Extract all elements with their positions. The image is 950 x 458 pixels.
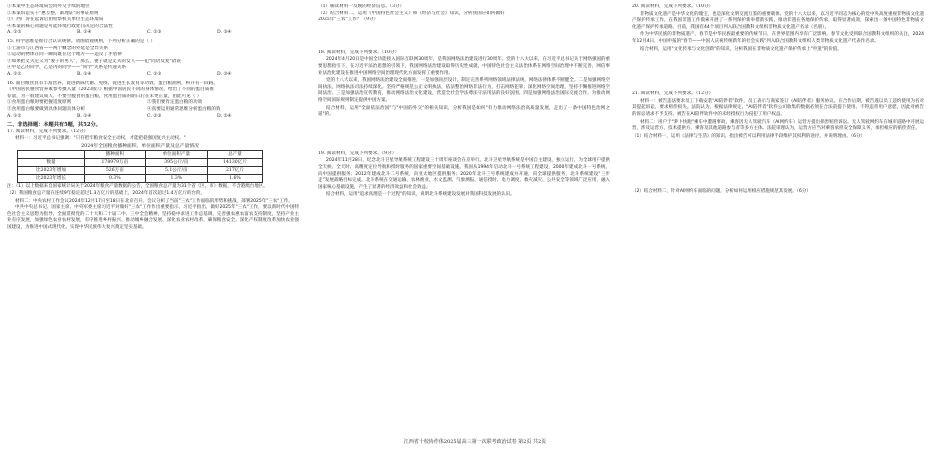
q18-stem: 18. 阅读材料，完成下列要求。（10分） [318,49,400,55]
answer-option: C. ②③ [147,71,162,77]
material-paragraph: 2024年4月20日是中国全功能接入国际互联网30周年，是我国网络法治建设进行30周年。党的十八大以来，在习近平总书记关于网络强国的重要思想指引下，在习近平法治思想的引领下，我国网络法治建设取得历史性成就，中国特色社会主义法治体系在网络空间治理中不断完善，网信事业法治化建设在推进中国网络空间治理现代化方面发挥了重要作用。 [318,57,610,76]
table-row [18,167,263,175]
table-cell: 0.3% [85,175,146,183]
material-paragraph: 材料二：中央农村工作会议2024年12月17日至18日在北京召开。会议分析了当前"三农"工作面临的形势和挑战，部署2025年"三农"工作。 [15,198,293,204]
question-line: 2025年"三农"工作？（9分） [318,17,379,23]
q15-items [7,46,299,72]
table-caption: 2024年全国粮食播种面积、单位面积产量及总产量情况 [81,143,199,149]
table-cell: 比2023年增加 [18,167,85,175]
table-cell: 数量 [18,159,85,167]
material-paragraph: 结合材料，运用"文化传承与文化创新"的知识，分析我国在非物质文化遗产保护传承上"申遗"的价值。 [640,46,842,52]
table-header-cell [18,151,85,159]
stem-line: 16. 面白粮食具有丰富营养，促进新陈代谢、免疫、促进生长发育等功效。蛋白粮油利，积开有一段路。 [7,80,218,86]
table-notes [7,184,299,197]
table-cell: 178979万亩 [85,159,146,167]
statement-item: ④甲是乙的同学，乙是丙的同学——"同学"关系是传递关系 [7,65,127,71]
statement-item: ③食用蛋白粮要做到具体问题具体分析 [7,106,86,112]
q16-options [7,114,299,121]
material-paragraph: 材料二：用户于"萝卜快跑"乘车中遭遇事故，乘客因无人驾驶汽车（AI网约车）运营方提出损害赔偿诉讼。无人驾驶网约车在城市道路中开展运营，涉及运营方、技术提供方、乘客及其他道路参与者等多方主体。法院审理认为，运营方应当对乘客承担安全保障义务，承担相应的赔偿责任。 [632,119,924,132]
answer-option: D. ②④ [217,113,232,119]
table-row [18,159,263,167]
note-paragraph: 注：（1）以上数据来自国家统计局关于2024年粮食产量数据的公告，全国粮食总产量为31个省（区、市）数据，不含港澳台地区。 [7,184,268,190]
statement-item: ②运动的物体在同一瞬间既在这个地方——违反了矛盾律 [7,52,122,58]
q17-stem: 17. 阅读材料，完成下列要求。（12分） [7,128,89,134]
material-paragraph: 结合材料，运用"追求真理是一个过程"的知识，说明北斗系统建设发展对我国科技发展的认识。 [326,192,515,198]
statement-item: ②我们要肯定蛋白粮的功效 [147,100,203,106]
q19-stem: 19. 阅读材料，完成下列要求。（9分） [318,150,397,156]
table-row [18,175,263,183]
q19-material [318,158,610,199]
column-middle [318,4,610,199]
table-body [18,159,263,183]
statement-item: ④真要运用通常思维分析蛋白粮的效 [147,106,221,112]
q15-stem: 15. 科学思维是推行合认识规律。请图错观规则，下列分析正确的是（ ） [7,38,156,44]
answer-option: A. ①② [7,113,22,119]
material-paragraph: 2024年11月28日，纪念北斗卫星导航系统工程建设三十周年座谈会在京举行。北斗卫星导航系统是中国自主建设、独立运行，为全球用户提供全天候、全天时、高精度定位导航和授时服务的国家重要空间基础设施。我国从1994年启动北斗一号系统工程建设，2000年建成北斗一号系统，向中国提供服务；2012年建成北斗二号系统，向亚太地区提供服务；2020年北斗三号系统建成并开通，向全球提供服务，北斗系统建设“三步走”发展战略目标完成。北斗系统在交通运输、农林渔业、水文监测、气象测报、通信授时、电力调度、救灾减灾、公共安全等领域广泛应用，融入国家核心基础设施，产生了显著的经济效益和社会效益。 [318,158,610,190]
table-cell: 比2023年增长 [18,175,85,183]
table-cell: 526万亩 [85,167,146,175]
statement-row [7,107,299,114]
statement-item: ③广西广涛在起诉后由检察机关单位生态环境局 [7,17,104,23]
answer-option: C. ②③ [147,113,162,119]
table-cell: 1.6% [207,175,262,183]
q16-items [7,100,299,113]
material-paragraph: 结合材料，运用"全面依法治国"与"中国的外交"的相关知识，分析我国是如何"有力推动网络法治高质量发展，走出了一条中国特色治网之道"的。 [318,105,610,118]
q21-question-1: （1）结合材料一，运用《法律与生活》的知识，指出被告可以利用法律手段维护其权利的途径，并说明理由。（6分） [632,133,865,139]
q16-stem [7,81,299,101]
stem-line: 荐量，为一般建议成人，不要空腹食用蛋白粮，食用蛋白质的期日后在未更正量，由此可见（ ） [7,93,202,99]
material-paragraph: 中共中央总书记、国家主席、中央军委主席习近平对做好"三农"工作作出重要指示。习近平指出，做好2025年"三农"工作，要以新时代中国特色社会主义思想为指导，全面贯彻党的二十大和二十届二中、三中全会精神，坚持稳中求进工作总基调，完善强农惠农富农支持制度，坚持产业主业有序发展，加强绿色农业农村发展，有序推进乡村振兴、推动城乡融合发展、深化农业农村改革，确保粮食安全。深化产权制度改革加快农业强国建设，为推进中国式现代化、实现中华民族伟大复兴奠定坚实基础。 [7,205,299,231]
q17-material-2 [7,199,299,232]
q15-options [7,72,299,79]
table-header-row [18,151,263,159]
q17-questions [318,4,610,24]
table-cell: 395公斤/亩 [145,159,207,167]
grain-table [17,144,263,184]
table-header-cell: 单位面积产量 [145,151,207,159]
q20-material [632,12,924,54]
statement-item: ③如果把丈夫定义为"妻子的男人"，那么，妻子就是丈夫的女人——犯"同语反复"错误 [7,58,181,64]
q21-material-1 [632,99,924,119]
note-paragraph: （2）我国粮食总产量在连续9年稳定超过1.3万亿斤的基础上，2024年首次超过1.4万亿斤的台阶。 [7,191,205,197]
q21-material-2 [632,120,924,133]
answer-option: B. ①④ [77,71,92,77]
statement-item: ①食用蛋白粮时要把握适度原则 [7,100,72,106]
material-paragraph: 材料一：习近平总书记强调："只有把牢粮食安全主动权，才能把稳强国复兴主动权。" [15,136,186,142]
table-cell: 14130亿斤 [207,159,262,167]
material-paragraph: 党的十八大以来，我国网络法治建设全面推进，一是加强顶层设计，制定完善系列网络领域法律法规，网络法律体系不断健全。二是加强网络空间执法，网络执法司法持续深化。坚持严格规范公正文明执法，依法整治网络非法行为，打击网络犯罪；深化网络空间治理，坚持不懈推进网络空间法治。三是加强法治宣传教育，推动网络法治文化建设，营造全社会学法尊法守法用法的良好氛围。四是加强网络法治国际交流合作，为推动网络空间国际规则制定提供中国方案。 [318,78,610,103]
material-paragraph: 非物质文化遗产是中华文化的瑰宝，也是深化文明交流互鉴的重要载体。党的十八大以来，以习近平同志为核心的党中央高度重视非物质文化遗产保护传承工作，在我国非遗工作摸索开展了一系列保护新举措新实践，推动非遗在各地保护传承，取得显著成效，探索出一条中国特色非物质文化遗产保护传承道路。目前，我国有44个项目列入联合国教科文组织非物质文化遗产名录（名册）。 [632,11,924,30]
q20-stem: 20. 阅读材料，完成下列要求。（10分） [632,4,714,9]
q21-stem: 21. 阅读材料，完成下列要求。（12分） [632,91,714,97]
statement-item: ①上游市与江西省——两个概念的外延是全异关系 [7,45,109,51]
answer-option: B. ①④ [77,113,92,119]
column-right [632,4,924,196]
column-left [7,4,299,232]
answer-option: C. ②③ [147,30,162,36]
q18-material [318,57,610,118]
question-line: （1）解读材料一反映的经济信息。（3分） [318,4,405,9]
q14-items [7,4,299,30]
statement-item: ②本案诉讼实干"惠互整，渐理证"的事证原则 [7,10,99,16]
table-cell: 5.1公斤/亩 [145,167,207,175]
q17-material-1 [7,136,299,143]
answer-option: A. ①② [7,30,22,36]
table-header-cell: 播种面积 [85,151,146,159]
material-paragraph: 作为中华民族的非物质遗产，春节是中华民族最重要的传统节日，在世界范围内享有广泛影响。春节文化受到联合国教科文组织的关注，2024年12月4日，中国申报的"春节——中国人庆祝传统新年的社会实践"列入联合国教科文组织人类非物质文化遗产代表作名录。 [632,32,924,44]
answer-option: B. ①④ [77,30,92,36]
answer-option: D. ③④ [217,71,232,77]
answer-option: D. ③④ [217,30,232,36]
material-paragraph: 材料一：被告违法要求员工下载安装"AI陪伴者"软件，员工表示与商家签订《AI陪伴者》服务协议。在合作后期，被告遂以员工违约使用为名对其提起诉讼，要求赔偿损失。法院认为，根据法律规定，"AI陪伴者"软件公司收集的数据必须在合法前提下使用，不得违背用户意愿，因此对被告的诉讼请求不予支持。被告在AI陪伴软件中的未经授权行为侵犯了用户权益。 [632,98,924,117]
table-cell: 217亿斤 [207,167,262,175]
answer-option: A. ①② [7,71,22,77]
statement-row [7,100,299,107]
table-header-cell: 总产量 [207,151,262,159]
question-line: （2）结合材料二，运用《中国特色社会主义》和《经济与社会》知识，分析我国应如何做好 [318,10,505,16]
q14-options [7,30,299,37]
statement-item: ④本案的核心问题是可能环境行政处罚决定的合法性 [7,23,113,29]
page-footer: 江西省十校协作体2025届高三第一次联考政治试卷 第2页 共2页 [403,439,547,445]
stem-line: 《中国居民膳食营养素参考摄入量（2023版）》根据中国居民不同的身体情况，给出了不同的蛋白质推 [7,87,214,93]
table-cell: 1.3% [145,175,207,183]
statement-item: ①本案中生态环境局会同外交手续的地位 [7,4,90,9]
q21-question-2: （2）结合材料二，针对AI网约车面临的问题，分析如何运用相应措施规范其发展。（6分） [632,189,811,195]
section-heading: 二、非选择题：本题共有5题，共52分。 [7,122,101,129]
